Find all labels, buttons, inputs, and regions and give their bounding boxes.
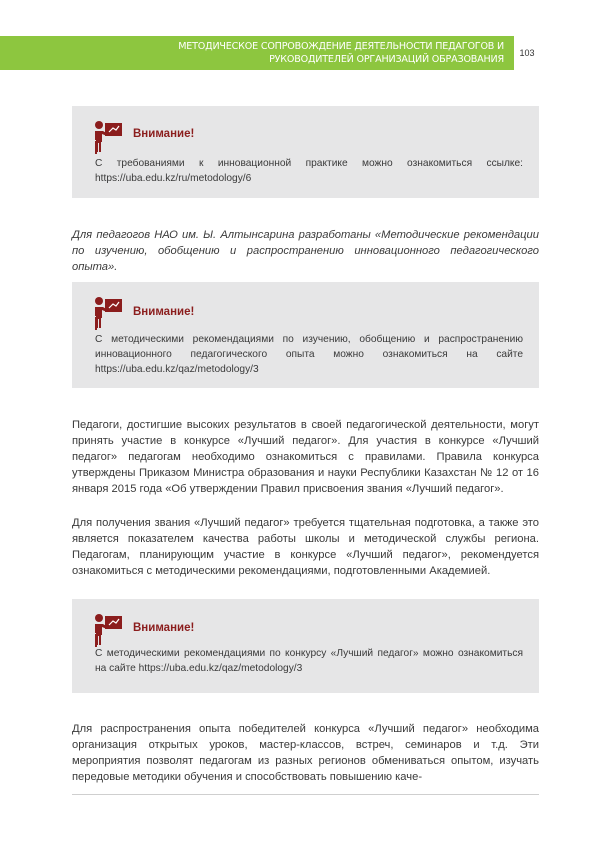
running-header-line-2: РУКОВОДИТЕЛЕЙ ОРГАНИЗАЦИЙ ОБРАЗОВАНИЯ: [269, 54, 504, 65]
body-paragraph-2: Педагоги, достигшие высоких результатов в своей педагогической деятельности, могут принять участие в конкурсе «Лучший педагог». Для участия в конкурсе «Лучший педагог» педагогам необходимо ознакомиться с правилами. Правила конкурса утверждены Приказом Министра образования и науки Республики Казахстан № 12 от 16 января 2015 года «Об утверждении Правил присвоения звания «Лучший педагог».: [72, 419, 539, 495]
body-paragraph-4: Для распространения опыта победителей конкурса «Лучший педагог» необходима организация открытых уроков, мастер-классов, встреч, семинаров и т.д. Эти мероприятия позволят педагогам из разных регионов обмениваться опытом, изучать передовые методики обучения и способствовать повышению каче-: [72, 723, 539, 783]
teacher-at-board-icon: [94, 613, 124, 647]
notice-text: С требованиями к инновационной практике можно ознакомиться ссылке: https://uba.edu.kz/ru/metodology/6: [95, 158, 523, 184]
running-header-line-1: МЕТОДИЧЕСКОЕ СОПРОВОЖДЕНИЕ ДЕЯТЕЛЬНОСТИ ПЕДАГОГОВ И: [178, 41, 504, 52]
notice-text: С методическими рекомендациями по конкурсу «Лучший педагог» можно ознакомиться на сайте https://uba.edu.kz/qaz/metodology/3: [95, 648, 523, 674]
notice-box-1: [72, 106, 539, 198]
header-band: [0, 36, 514, 70]
running-header-title: [178, 40, 504, 66]
notice-box-3: [72, 599, 539, 693]
page-number: 103: [519, 48, 535, 58]
notice-title: Внимание!: [133, 306, 195, 318]
notice-title: Внимание!: [133, 128, 195, 140]
body-paragraph-1: Для педагогов НАО им. Ы. Алтынсарина разработаны «Методические рекомендации по изучению, обобщению и распространению инновационного педагогического опыта».: [72, 229, 539, 273]
notice-box-2: [72, 282, 539, 388]
body-paragraph-3: Для получения звания «Лучший педагог» требуется тщательная подготовка, а также это является показателем качества работы школы и методической службы региона. Педагогам, планирующим участие в конкурсе «Лучший педагог», рекомендуется ознакомиться с методическими рекомендациями, подготовленными Академией.: [72, 517, 539, 577]
teacher-at-board-icon: [94, 296, 124, 330]
teacher-at-board-icon: [94, 120, 124, 154]
notice-title: Внимание!: [133, 622, 195, 634]
notice-text: С методическими рекомендациями по изучению, обобщению и распространению инновационного педагогического опыта можно ознакомиться на сайте https://uba.edu.kz/qaz/metodology/3: [95, 334, 523, 375]
footer-divider: [72, 794, 539, 795]
